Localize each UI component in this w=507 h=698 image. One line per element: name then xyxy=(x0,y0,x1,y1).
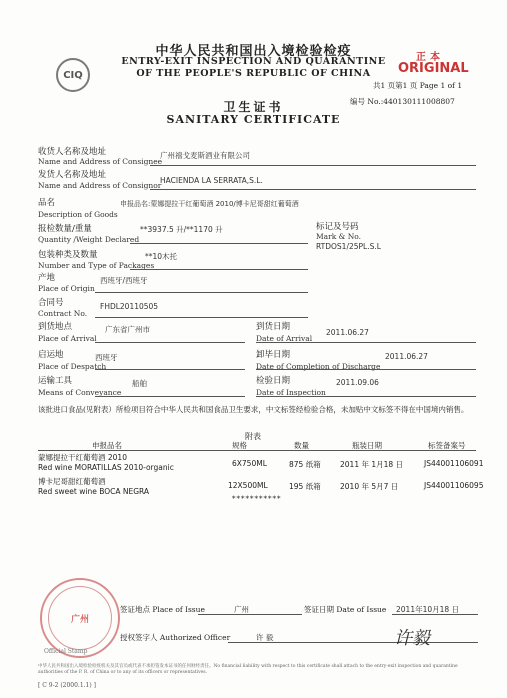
contract-value: FHDL20110505 xyxy=(100,302,159,311)
annex-row2-name-en: Red sweet wine BOCA NEGRA xyxy=(38,487,150,496)
goods-label-zh: 品名 xyxy=(38,198,56,208)
issue-place-label: 签证地点 Place of Issue xyxy=(120,605,205,614)
arrival-date-label-en: Date of Arrival xyxy=(256,334,313,343)
annex-row1-label-no: JS44001106091 xyxy=(424,459,484,468)
annex-row1-date: 2011 年 1月18 日 xyxy=(340,460,404,469)
consignee-value: 广州禧戈麦斯酒业有限公司 xyxy=(160,151,250,160)
certificate-title-en: SANITARY CERTIFICATE xyxy=(166,113,341,126)
marks-label-en: Mark & No. xyxy=(316,232,362,241)
issue-date-label: 签证日期 Date of Issue xyxy=(304,605,387,614)
original-mark-zh: 正本 xyxy=(416,52,444,63)
stamp-inner-ring xyxy=(48,586,112,650)
annex-row1-spec: 6X750ML xyxy=(232,459,267,468)
arrival-date-value: 2011.06.27 xyxy=(326,328,369,337)
consignor-label-en: Name and Address of Consignor xyxy=(38,181,162,190)
despatch-place-label-en: Place of Despatch xyxy=(38,362,107,371)
quantity-label-zh: 报检数量/重量 xyxy=(38,224,92,234)
arrival-date-underline xyxy=(256,342,476,343)
arrival-place-label-en: Place of Arrival xyxy=(38,334,97,343)
liability-disclaimer: 中华人民共和国出入境检验检疫机关及其官员或代表不承担签发本证书的任何财经责任。No financial liability with respect to this certificate shall attach to the entry-exit inspection and quarantine authorities of the P. R. of China or to any of its officers or representatives. xyxy=(38,664,458,675)
consignee-label-zh: 收货人名称及地址 xyxy=(38,147,107,157)
arrival-place-underline xyxy=(95,342,245,343)
certificate-title-zh: 卫生证书 xyxy=(223,100,284,114)
annex-header-rule xyxy=(38,450,476,451)
marks-label-zh: 标记及号码 xyxy=(316,222,359,232)
origin-underline xyxy=(95,292,308,293)
annex-header-spec: 规格 xyxy=(232,441,247,450)
annex-row2-spec: 12X500ML xyxy=(228,481,268,490)
quantity-underline xyxy=(130,243,308,244)
inspection-date-label-zh: 检验日期 xyxy=(256,376,291,386)
discharge-date-label-en: Date of Completion of Discharge xyxy=(256,362,381,371)
origin-label-zh: 产地 xyxy=(38,273,56,283)
page-count: 共1 页第1 页 Page 1 of 1 xyxy=(373,81,463,90)
conveyance-underline xyxy=(95,396,245,397)
annex-row1-name-zh: 蒙娜提拉干红葡萄酒 2010 xyxy=(38,453,127,462)
org-title-zh: 中华人民共和国出入境检验检疫 xyxy=(155,44,352,59)
discharge-date-label-zh: 卸毕日期 xyxy=(256,350,291,360)
annex-row1-qty: 875 纸箱 xyxy=(289,460,321,469)
inspection-date-label-en: Date of Inspection xyxy=(256,388,326,397)
packages-underline xyxy=(130,269,308,270)
stamp-city: 广州 xyxy=(70,614,89,625)
quantity-label-en: Quantity /Weight Declared xyxy=(38,235,140,244)
stamp-caption: Official Stamp xyxy=(44,648,88,655)
arrival-place-label-zh: 到货地点 xyxy=(38,322,73,332)
goods-label-en: Description of Goods xyxy=(38,210,118,219)
discharge-date-underline xyxy=(256,369,476,370)
org-title-en-line2: OF THE PEOPLE'S REPUBLIC OF CHINA xyxy=(136,68,371,79)
despatch-place-label-zh: 启运地 xyxy=(38,350,64,360)
contract-underline xyxy=(95,317,308,318)
arrival-place-value: 广东省广州市 xyxy=(105,325,150,334)
original-mark-en: ORIGINAL xyxy=(398,61,469,76)
form-code: [ C 9-2 (2000.1.1) ] xyxy=(38,682,96,689)
annex-header-label-no: 标签备案号 xyxy=(428,441,466,450)
inspection-date-underline xyxy=(256,396,476,397)
origin-label-en: Place of Origin xyxy=(38,284,95,293)
origin-value: 西班牙/西班牙 xyxy=(100,276,148,285)
consignee-underline xyxy=(150,165,476,166)
conveyance-value: 船舶 xyxy=(132,379,147,388)
official-stamp xyxy=(40,578,120,658)
officer-underline xyxy=(228,642,478,643)
annex-row2-name-zh: 博卡尼哥甜红葡萄酒 xyxy=(38,477,106,486)
annex-header-date: 瓶装日期 xyxy=(352,441,382,450)
officer-name: 许 毅 xyxy=(256,633,274,642)
consignee-label-en: Name and Address of Consignee xyxy=(38,157,163,166)
officer-signature: 许毅 xyxy=(394,628,430,649)
issue-date-underline xyxy=(392,614,478,615)
org-title-en-line1: ENTRY-EXIT INSPECTION AND QUARANTINE xyxy=(121,56,386,67)
officer-label: 授权签字人 Authorized Officer xyxy=(120,633,231,642)
annex-title: 附表 xyxy=(245,432,261,441)
conveyance-label-en: Means of Conveyance xyxy=(38,388,122,397)
inspection-date-value: 2011.09.06 xyxy=(336,378,379,387)
annex-row1-name-en: Red wine MORATILLAS 2010-organic xyxy=(38,463,174,472)
annex-header-name: 申报品名 xyxy=(92,441,122,450)
despatch-place-value: 西班牙 xyxy=(95,353,118,362)
despatch-place-underline xyxy=(95,369,245,370)
annex-row2-label-no: JS44001106095 xyxy=(424,481,484,490)
annex-header-qty: 数量 xyxy=(294,441,309,450)
packages-label-zh: 包装种类及数量 xyxy=(38,250,98,260)
packages-value: **10木托 xyxy=(145,252,178,261)
issue-place-underline xyxy=(198,614,302,615)
goods-value: 申报品名:蒙娜提拉干红葡萄酒 2010/博卡尼哥甜红葡萄酒 xyxy=(120,200,299,208)
consignor-label-zh: 发货人名称及地址 xyxy=(38,170,107,180)
discharge-date-value: 2011.06.27 xyxy=(385,352,428,361)
certificate-number: 编号 No.:440130111008807 xyxy=(350,97,455,106)
consignor-underline xyxy=(150,189,476,190)
issue-date-value: 2011年10月18 日 xyxy=(396,605,460,614)
consignor-value: HACIENDA LA SERRATA,S.L. xyxy=(160,176,263,185)
issue-place-value: 广州 xyxy=(234,605,249,614)
contract-label-zh: 合同号 xyxy=(38,298,64,308)
inspection-statement: 该批进口食品(见附表）所检项目符合中华人民共和国食品卫生要求，中文标签经检验合格，未加贴中文标签不得在中国境内销售。 xyxy=(38,405,469,414)
arrival-date-label-zh: 到货日期 xyxy=(256,322,291,332)
annex-end-stars: *********** xyxy=(232,495,282,503)
contract-label-en: Contract No. xyxy=(38,309,88,318)
ciq-logo-icon: CIQ xyxy=(56,58,90,92)
annex-row2-qty: 195 纸箱 xyxy=(289,482,321,491)
marks-value: RTDOS1/25PL.S.L xyxy=(316,242,381,251)
quantity-value: **3937.5 升/**1170 升 xyxy=(140,225,223,234)
conveyance-label-zh: 运输工具 xyxy=(38,376,73,386)
packages-label-en: Number and Type of Packages xyxy=(38,261,155,270)
annex-row2-date: 2010 年 5月7 日 xyxy=(340,482,399,491)
